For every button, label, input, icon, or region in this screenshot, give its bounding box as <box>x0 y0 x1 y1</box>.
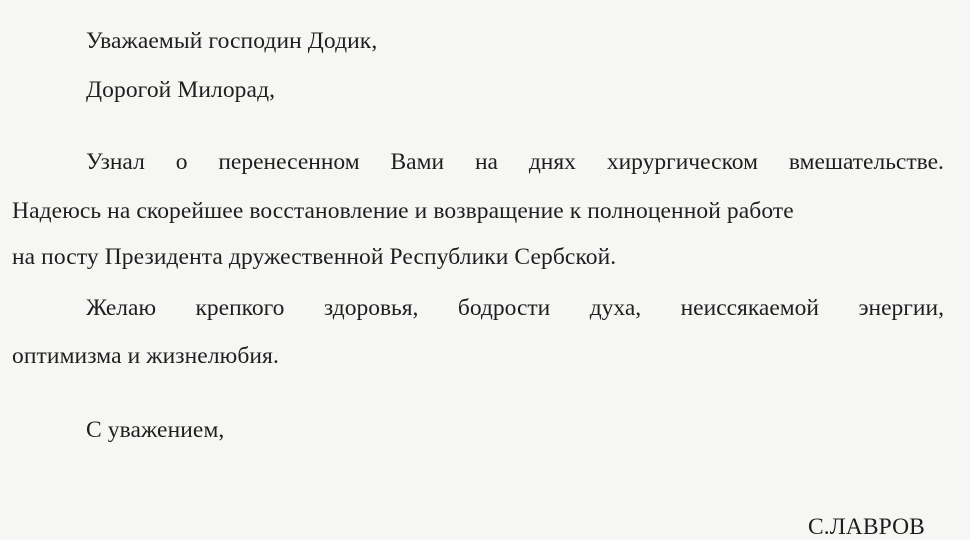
paragraph-2-line-1 <box>86 297 944 321</box>
word: вмешательстве. <box>788 149 944 175</box>
paragraph-1-line-3: на посту Президента дружественной Республики Сербской. <box>12 244 617 270</box>
word: Вами <box>390 149 445 175</box>
word: крепкого <box>195 295 285 321</box>
signature: С.ЛАВРОВ <box>808 514 925 540</box>
paragraph-1-line-2: Надеюсь на скорейшее восстановление и возвращение к полноценной работе <box>12 198 794 224</box>
word: о <box>175 149 188 175</box>
salutation-line-2: Дорогой Милорад, <box>86 77 276 103</box>
word: Желаю <box>86 295 157 321</box>
word: Узнал <box>86 149 145 175</box>
paragraph-1-line-1 <box>86 151 944 175</box>
word: духа, <box>589 295 642 321</box>
word: энергии, <box>858 295 944 321</box>
word: неиссякаемой <box>680 295 819 321</box>
word: бодрости <box>457 295 551 321</box>
word: перенесенном <box>218 149 360 175</box>
paragraph-2-line-2: оптимизма и жизнелюбия. <box>12 343 279 369</box>
word: хирургическом <box>606 149 758 175</box>
closing-line: С уважением, <box>86 417 225 443</box>
word: днях <box>528 149 576 175</box>
word: здоровья, <box>323 295 419 321</box>
salutation-line-1: Уважаемый господин Додик, <box>86 28 378 54</box>
word: на <box>474 149 498 175</box>
